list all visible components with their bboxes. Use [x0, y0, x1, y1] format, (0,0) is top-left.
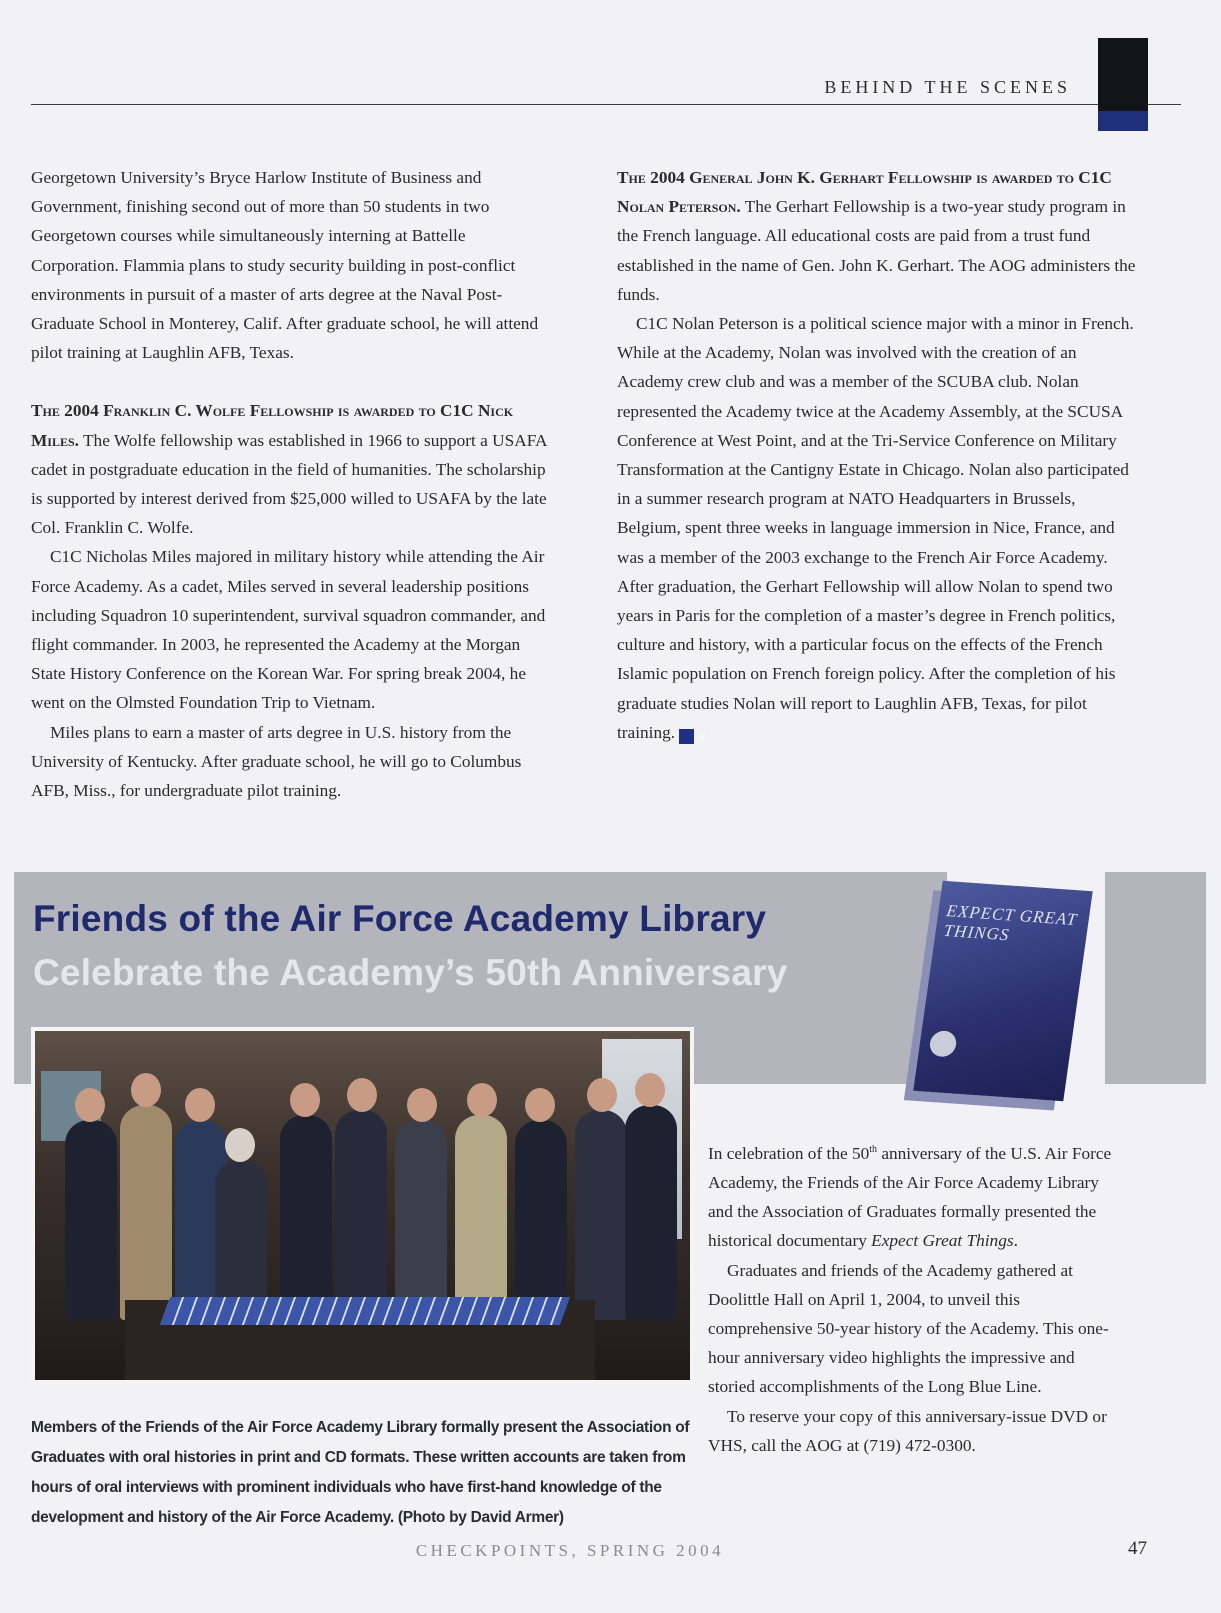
- person-head: [635, 1073, 665, 1107]
- article-paragraph: Georgetown University’s Bryce Harlow Institute of Business and Government, finishing second out of more than 50 students in two Georgetown courses while simultaneously interning at Battelle Corporation. Flammia plans to study security building in post-conflict environments in pursuit of a master of arts degree at the Naval Post-Graduate School in Monterey, Calif. After graduate school, he will attend pilot training at Laughlin AFB, Texas.: [31, 168, 539, 363]
- photo-caption: Members of the Friends of the Air Force Academy Library formally present the Association of Graduates with oral histories in print and CD formats. These written accounts are taken from hours of oral interviews with prominent individuals who have first-hand knowledge of the development and history of the Air Force Academy. (Photo by David Armer): [31, 1419, 690, 1526]
- person-figure: [625, 1105, 677, 1320]
- section-header: BEHIND THE SCENES: [824, 77, 1071, 97]
- books-image: [160, 1297, 570, 1325]
- banner-subtitle: Celebrate the Academy’s 50th Anniversary: [33, 952, 788, 993]
- banner-title: Friends of the Air Force Academy Library: [33, 898, 767, 939]
- end-mark-icon: ✓: [679, 729, 694, 744]
- person-head: [587, 1078, 617, 1112]
- person-figure: [575, 1110, 627, 1320]
- person-figure: [120, 1105, 172, 1320]
- article-heading: The 2004 Franklin C. Wolfe Fellowship is awarded to C1C Nick Miles.: [31, 401, 514, 450]
- person-figure: [515, 1120, 567, 1320]
- person-figure: [455, 1115, 507, 1320]
- left-column: [31, 163, 551, 805]
- sidebar-paragraph: Graduates and friends of the Academy gathered at Doolittle Hall on April 1, 2004, to unveil this comprehensive 50-year history of the Academy. This one-hour anniversary video highlights the impressive and storied accomplishments of the Long Blue Line.: [708, 1260, 1109, 1397]
- group-photo: [31, 1027, 694, 1384]
- person-figure: [215, 1160, 267, 1320]
- documentary-title: Expect Great Things: [871, 1231, 1014, 1251]
- person-head: [225, 1128, 255, 1162]
- article-paragraph: The 2004 Franklin C. Wolfe Fellowship is awarded to C1C Nick Miles. The Wolfe fellowship was established in 1966 to support a USAFA cadet in postgraduate education in the field of humanities. The scholarship is supported by interest derived from $25,000 willed to USAFA by the late Col. Franklin C. Wolfe.: [31, 401, 547, 538]
- person-figure: [335, 1110, 387, 1320]
- sidebar-paragraph: In celebration of the 50th anniversary of the U.S. Air Force Academy, the Friends of the Air Force Academy Library and the Association of Graduates formally presented the historical documentary Expect Great Things.: [708, 1143, 1112, 1251]
- person-head: [467, 1083, 497, 1117]
- person-head: [347, 1078, 377, 1112]
- right-column: [617, 163, 1139, 747]
- banner-background-right: [1105, 872, 1206, 1084]
- person-head: [131, 1073, 161, 1107]
- person-head: [75, 1088, 105, 1122]
- header-blue-stripe: [1098, 111, 1148, 131]
- article-paragraph: Miles plans to earn a master of arts degree in U.S. history from the University of Kentucky. After graduate school, he will go to Columbus AFB, Miss., for undergraduate pilot training.: [31, 722, 522, 801]
- dvd-cover-image: [913, 881, 1093, 1101]
- header-rule: [31, 104, 1181, 105]
- article-heading: The 2004 General John K. Gerhart Fellowship is awarded to C1C Nolan Peterson.: [617, 168, 1112, 217]
- person-figure: [280, 1115, 332, 1320]
- article-paragraph: C1C Nolan Peterson is a political science major with a minor in French. While at the Academy, Nolan was involved with the creation of an Academy crew club and was a member of the SCUBA club. Nolan represented the Academy twice at the Academy Assembly, at the SCUSA Conference at West Point, and at the Tri-Service Conference on Military Transformation at the Cantigny Estate in Chicago. Nolan also participated in a summer research program at NATO Headquarters in Brussels, Belgium, spent three weeks in language immersion in Nice, France, and was a member of the 2003 exchange to the French Air Force Academy. After graduation, the Gerhart Fellowship will allow Nolan to spend two years in Paris for the completion of a master’s degree in French politics, culture and history, with a particular focus on the effects of the French Islamic population on French foreign policy. After the completion of his graduate studies Nolan will report to Laughlin AFB, Texas, for pilot training. ✓: [617, 314, 1134, 743]
- person-head: [185, 1088, 215, 1122]
- emblem-icon: [928, 1030, 958, 1058]
- person-figure: [65, 1120, 117, 1320]
- article-paragraph: C1C Nicholas Miles majored in military history while attending the Air Force Academy. As a cadet, Miles served in several leadership positions including Squadron 10 superintendent, survival squadron commander, and flight commander. In 2003, he represented the Academy at the Morgan State History Conference on the Korean War. For spring break 2004, he went on the Olmsted Foundation Trip to Vietnam.: [31, 547, 546, 713]
- article-paragraph: The 2004 General John K. Gerhart Fellowship is awarded to C1C Nolan Peterson. The Gerhart Fellowship is a two-year study program in the French language. All educational costs are paid from a trust fund established in the name of Gen. John K. Gerhart. The AOG administers the funds.: [617, 168, 1136, 304]
- person-head: [290, 1083, 320, 1117]
- person-head: [525, 1088, 555, 1122]
- dvd-title: EXPECT GREAT THINGS: [942, 901, 1079, 945]
- person-figure: [395, 1120, 447, 1320]
- person-head: [407, 1088, 437, 1122]
- header-color-block: [1098, 38, 1148, 131]
- page-number: 47: [1128, 1538, 1147, 1559]
- footer-publication: CHECKPOINTS, SPRING 2004: [415, 1541, 725, 1560]
- sidebar-column: [708, 1135, 1118, 1460]
- sidebar-paragraph: To reserve your copy of this anniversary-issue DVD or VHS, call the AOG at (719) 472-0300.: [708, 1406, 1107, 1455]
